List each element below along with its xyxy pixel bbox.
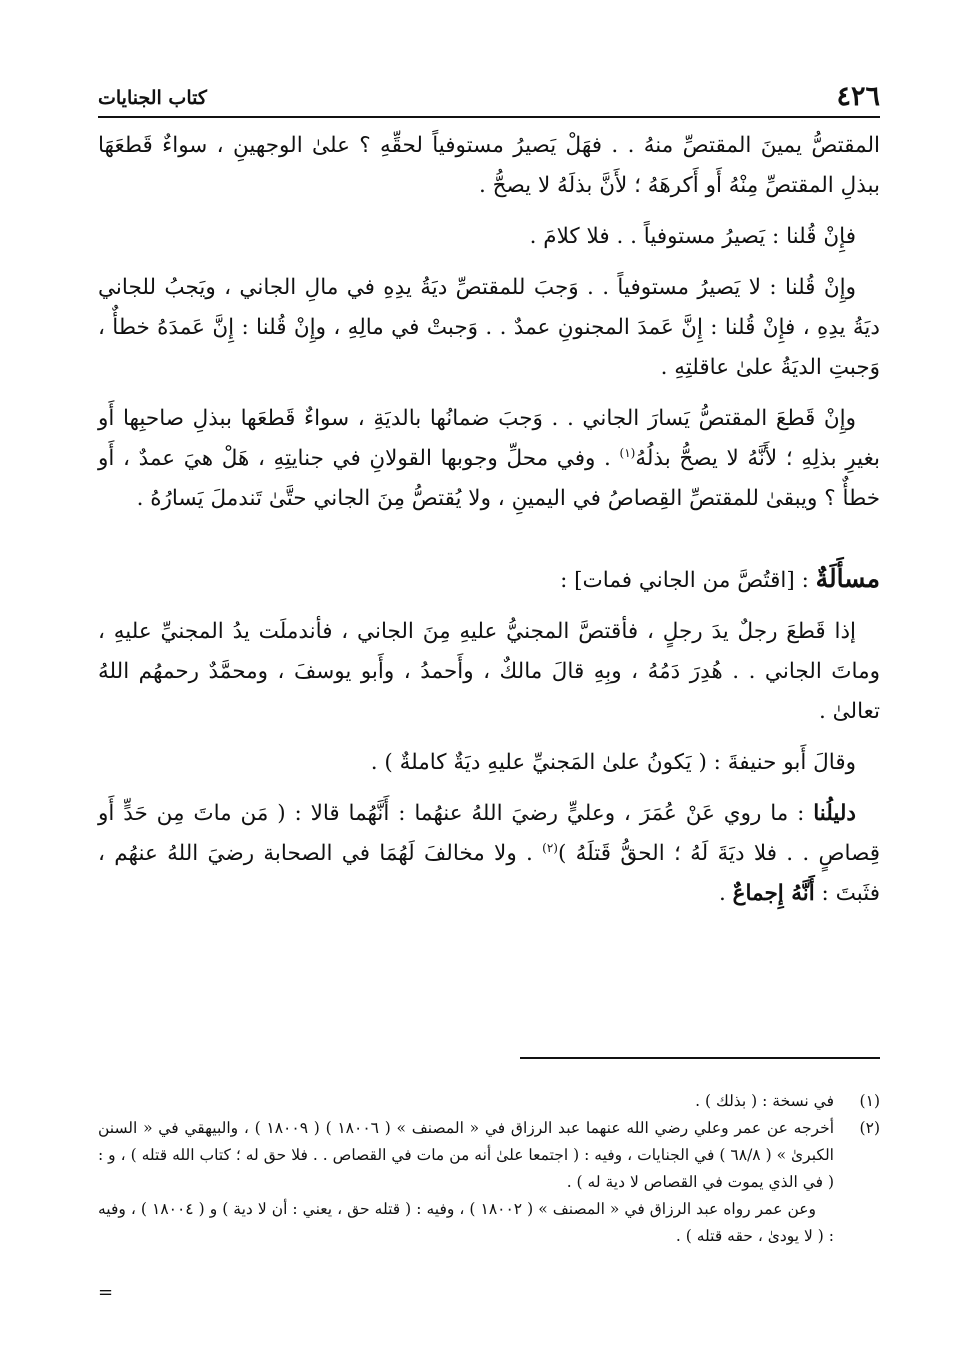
paragraph-1: المقتصُّ يمينَ المقتصِّ منهُ . . فهَلْ يَصيرُ مستوفياً لحقِّهِ ؟ علىٰ الوجهينِ ، سواءٌ قَطعَهَا ببذلِ المقتصِّ مِنْهُ أَو أَكرهَهُ ؛ لأَنَّ بذلَهُ لا يصحُّ . — [98, 133, 880, 198]
paragraph-5: إذا قَطعَ رجلٌ يدَ رجلٍ ، فأقتصَّ المجنيُّ عليهِ مِنَ الجاني ، فأندملَت يدُ المجنيِّ عليهِ ، وماتَ الجاني . . هُدِرَ دَمُهُ ، وبِهِ قالَ مالكٌ ، وأَحمدُ ، وأَبو يوسفَ ، ومحمَّدٌ رحمهُم اللهُ تعالىٰ . — [98, 619, 880, 724]
footnotes — [98, 1088, 880, 1250]
paragraph-7 — [98, 794, 880, 914]
footnote-line: أخرجه عن عمر وعلي رضي الله عنهما عبد الرزاق في « المصنف » ( ١٨٠٠٦ ) ( ١٨٠٠٩ ) ، والبيهقي في « السنن الكبرىٰ » ( ٦٨/٨ ) في الجنايات ، وفيه : ( اجتمعا علىٰ أنه من مات في القصاص . . فلا حق له ؛ كتاب الله قتله ) ، و : ( في الذي يموت في القصاص لا دية له ) . — [98, 1119, 834, 1191]
paragraph-6: وقالَ أَبو حنيفةَ : ( يَكونُ علىٰ المَجنيِّ عليهِ ديَةٌ كاملةٌ ) . — [370, 750, 856, 775]
page-number: ٤٢٦ — [836, 81, 880, 112]
paragraph-4 — [98, 399, 880, 519]
paragraph-7-end: . — [719, 881, 733, 906]
paragraph-4-text-a: وإِنْ قَطعَ المقتصُّ يَسارَ الجاني . . وَجبَ ضمانُها بالديَةِ ، سواءٌ قَطعَها ببذلِ صاحبِها أَو بغيرِ بذلِهِ ؛ لأَنَّهُ لا يصحُّ بذلُهُ — [98, 406, 880, 471]
conclusion-text: أَنَّهُ إِجماعٌ — [732, 881, 815, 906]
continued-mark: = — [98, 1282, 114, 1303]
footnote-text — [98, 1115, 834, 1250]
issue-heading — [98, 559, 880, 601]
running-title: كتاب الجنايات — [98, 87, 207, 109]
evidence-lead: دليلُنا — [813, 801, 856, 826]
issue-title: : [اقتُصَّ من الجاني فمات] : — [560, 568, 816, 593]
footnote-ref-1: (١) — [619, 445, 636, 460]
footnote-2 — [98, 1115, 880, 1250]
footnote-divider — [520, 1057, 880, 1059]
paragraph-2: فإِنْ قُلنا : يَصيرُ مستوفياً . . فلا كلامَ . — [529, 224, 856, 249]
footnote-1 — [98, 1088, 880, 1115]
page-header — [98, 80, 880, 118]
paragraph-4-text-b: . وفي محلِّ وجوبها القولانِ في جنايتِهِ ، هَلْ هيَ عمدٌ ، أَو خطأٌ ؟ ويبقىٰ للمقتصِّ القِصاصُ في اليمينِ ، ولا يُقتصُّ مِنَ الجاني حتَّىٰ تَندملَ يَسارُهُ . — [98, 446, 880, 511]
footnote-text — [98, 1088, 834, 1115]
footnote-ref-2: (٢) — [542, 840, 558, 855]
footnote-line: وعن عمر رواه عبد الرزاق في « المصنف » ( ١٨٠٠٢ ) ، وفيه : ( قتله حق ، يعني : أن لا دية ) و ( ١٨٠٠٤ ) ، وفيه : ( لا يودىٰ ، حقه قتله ) . — [98, 1200, 834, 1245]
footnote-line: في نسخة : ( بذلك ) . — [695, 1092, 834, 1110]
main-text — [98, 126, 880, 925]
paragraph-7-text-b: . ولا مخالفَ لَهُمَا في الصحابة رضيَ اللهُ عنهُم ، فثَبتَ : — [98, 841, 880, 906]
paragraph-3: وإِنْ قُلنا : لا يَصيرُ مستوفياً . . وَجبَ للمقتصِّ ديَةُ يدِهِ في مالِ الجاني ، ويَجبُ للجاني ديَةُ يدِهِ ، فإِنْ قُلنا : إِنَّ عَمدَ المجنونِ عمدٌ . . وَجبتْ في مالِهِ ، وإِنْ قُلنا : إِنَّ عَمدَهُ خطأٌ ، وَجبتِ الديَةُ علىٰ عاقلتِهِ . — [98, 275, 880, 380]
footnote-number: (٢) — [859, 1119, 880, 1137]
paragraph-7-text-a: : ما روي عَنْ عُمَرَ ، وعليٍّ رضيَ اللهُ عنهُما : أَنَّهُما قالا : ( مَن ماتَ مِن حَدٍّ أَو قِصاصٍ . . فلا ديَةَ لَهُ ؛ الحقُّ قَتلَهُ ) — [98, 801, 880, 866]
issue-word: مسأَلَةٌ — [815, 564, 880, 593]
footnote-number: (١) — [859, 1092, 880, 1110]
